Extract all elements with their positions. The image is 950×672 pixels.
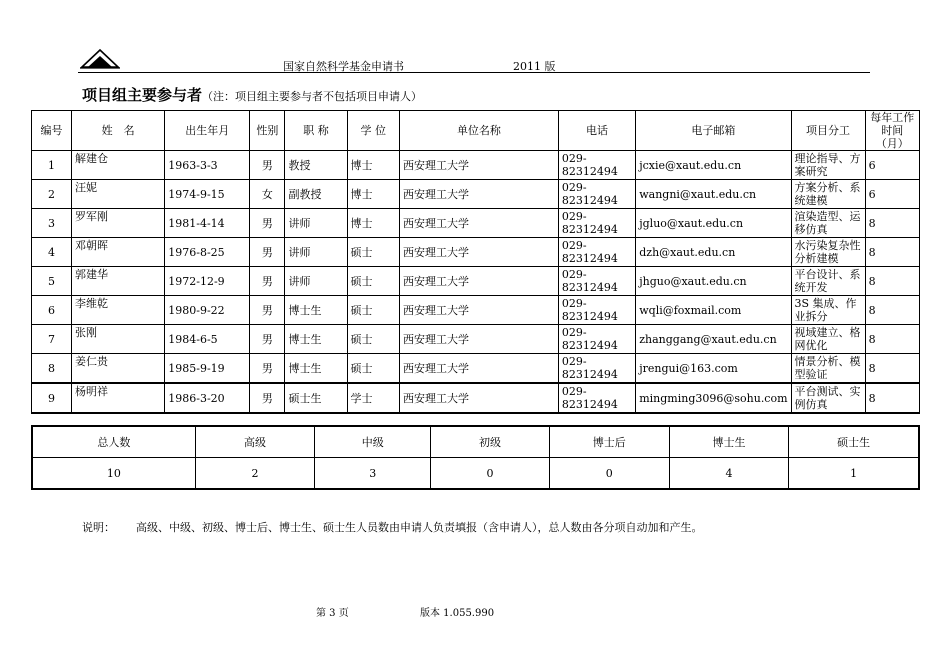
member-degree: 硕士 (347, 354, 399, 384)
member-role: 理论指导、方案研究 (791, 151, 865, 180)
member-degree: 硕士 (347, 238, 399, 267)
member-name: 解建仓 (72, 151, 165, 180)
col-header-role: 项目分工 (791, 111, 865, 151)
summary-value-postdoc: 0 (549, 458, 669, 490)
member-title: 副教授 (285, 180, 347, 209)
member-email: jhguo@xaut.edu.cn (636, 267, 791, 296)
summary-header-senior: 高级 (195, 426, 314, 458)
summary-header-junior: 初级 (431, 426, 549, 458)
member-gender: 男 (250, 151, 285, 180)
table-row (32, 209, 920, 238)
member-phone: 029-82312494 (558, 238, 635, 267)
col-header-gender: 性别 (250, 111, 285, 151)
summary-value-total: 10 (32, 458, 195, 490)
member-gender: 男 (250, 296, 285, 325)
summary-header-middle: 中级 (315, 426, 431, 458)
member-email: mingming3096@sohu.com (636, 383, 791, 413)
table-row (32, 325, 920, 354)
member-unit: 西安理工大学 (400, 209, 559, 238)
member-email: jcxie@xaut.edu.cn (636, 151, 791, 180)
member-name: 杨明祥 (72, 383, 165, 413)
member-months: 8 (865, 267, 919, 296)
table-row (32, 180, 920, 209)
nsfc-logo-icon (80, 47, 120, 71)
members-header-row (32, 111, 920, 151)
table-row (32, 238, 920, 267)
member-unit: 西安理工大学 (400, 383, 559, 413)
member-no: 5 (32, 267, 72, 296)
member-phone: 029-82312494 (558, 383, 635, 413)
member-degree: 硕士 (347, 296, 399, 325)
page-number: 第 3 页 (316, 608, 349, 619)
member-birth: 1981-4-14 (165, 209, 250, 238)
member-unit: 西安理工大学 (400, 325, 559, 354)
member-role: 视域建立、格网优化 (791, 325, 865, 354)
member-unit: 西安理工大学 (400, 151, 559, 180)
member-months: 8 (865, 209, 919, 238)
member-title: 教授 (285, 151, 347, 180)
summary-value-master: 1 (789, 458, 919, 490)
member-unit: 西安理工大学 (400, 296, 559, 325)
member-name: 李维乾 (72, 296, 165, 325)
member-months: 6 (865, 180, 919, 209)
member-months: 8 (865, 296, 919, 325)
summary-header-total: 总人数 (32, 426, 195, 458)
member-email: jrengui@163.com (636, 354, 791, 384)
member-gender: 男 (250, 267, 285, 296)
member-email: wqli@foxmail.com (636, 296, 791, 325)
member-unit: 西安理工大学 (400, 238, 559, 267)
member-gender: 男 (250, 238, 285, 267)
document-year: 2011 版 (513, 60, 556, 73)
section-title: 项目组主要参与者 (82, 86, 203, 104)
summary-table (31, 425, 920, 490)
member-phone: 029-82312494 (558, 325, 635, 354)
member-email: zhanggang@xaut.edu.cn (636, 325, 791, 354)
col-header-no: 编号 (32, 111, 72, 151)
member-phone: 029-82312494 (558, 180, 635, 209)
member-name: 张刚 (72, 325, 165, 354)
col-header-degree: 学 位 (347, 111, 399, 151)
col-header-birth: 出生年月 (165, 111, 250, 151)
table-row (32, 151, 920, 180)
section-heading (82, 84, 422, 105)
member-birth: 1986-3-20 (165, 383, 250, 413)
summary-value-senior: 2 (195, 458, 314, 490)
member-no: 1 (32, 151, 72, 180)
version-number: 版本 1.055.990 (420, 608, 495, 619)
member-title: 博士生 (285, 296, 347, 325)
col-header-name: 姓 名 (72, 111, 165, 151)
col-header-title: 职 称 (285, 111, 347, 151)
table-row (32, 383, 920, 413)
member-role: 渲染造型、运移仿真 (791, 209, 865, 238)
member-phone: 029-82312494 (558, 267, 635, 296)
member-name: 姜仁贵 (72, 354, 165, 384)
section-note: （注：项目组主要参与者不包括项目申请人） (202, 90, 423, 103)
members-table (31, 110, 920, 414)
member-months: 6 (865, 151, 919, 180)
member-role: 方案分析、系统建模 (791, 180, 865, 209)
member-no: 3 (32, 209, 72, 238)
summary-header-master: 硕士生 (789, 426, 919, 458)
member-gender: 男 (250, 325, 285, 354)
member-phone: 029-82312494 (558, 151, 635, 180)
explanation (82, 519, 703, 535)
member-role: 平台测试、实例仿真 (791, 383, 865, 413)
member-name: 郭建华 (72, 267, 165, 296)
member-no: 6 (32, 296, 72, 325)
member-no: 7 (32, 325, 72, 354)
member-role: 水污染复杂性分析建模 (791, 238, 865, 267)
explanation-label: 说明： (82, 521, 115, 534)
member-phone: 029-82312494 (558, 296, 635, 325)
col-header-email: 电子邮箱 (636, 111, 791, 151)
member-title: 讲师 (285, 238, 347, 267)
member-degree: 博士 (347, 209, 399, 238)
member-unit: 西安理工大学 (400, 267, 559, 296)
member-role: 平台设计、系统开发 (791, 267, 865, 296)
member-name: 罗军刚 (72, 209, 165, 238)
col-header-months: 每年工作时间（月） (865, 111, 919, 151)
member-months: 8 (865, 238, 919, 267)
summary-header-phd: 博士生 (669, 426, 788, 458)
summary-value-junior: 0 (431, 458, 549, 490)
member-degree: 博士 (347, 180, 399, 209)
member-gender: 男 (250, 383, 285, 413)
member-degree: 硕士 (347, 267, 399, 296)
member-no: 4 (32, 238, 72, 267)
member-birth: 1972-12-9 (165, 267, 250, 296)
member-email: wangni@xaut.edu.cn (636, 180, 791, 209)
member-birth: 1980-9-22 (165, 296, 250, 325)
member-name: 汪妮 (72, 180, 165, 209)
member-months: 8 (865, 325, 919, 354)
summary-value-phd: 4 (669, 458, 788, 490)
header-divider (78, 72, 870, 73)
explanation-text: 高级、中级、初级、博士后、博士生、硕士生人员数由申请人负责填报（含申请人），总人数由各分项自动加和产生。 (136, 521, 703, 534)
member-title: 讲师 (285, 209, 347, 238)
table-row (32, 354, 920, 384)
member-gender: 女 (250, 180, 285, 209)
member-email: jgluo@xaut.edu.cn (636, 209, 791, 238)
member-months: 8 (865, 354, 919, 384)
member-degree: 硕士 (347, 325, 399, 354)
summary-header-row (32, 426, 919, 458)
member-birth: 1963-3-3 (165, 151, 250, 180)
member-phone: 029-82312494 (558, 354, 635, 384)
summary-value-middle: 3 (315, 458, 431, 490)
member-phone: 029-82312494 (558, 209, 635, 238)
member-no: 9 (32, 383, 72, 413)
col-header-unit: 单位名称 (400, 111, 559, 151)
member-no: 8 (32, 354, 72, 384)
member-birth: 1985-9-19 (165, 354, 250, 384)
member-birth: 1976-8-25 (165, 238, 250, 267)
member-unit: 西安理工大学 (400, 354, 559, 384)
member-role: 情景分析、模型验证 (791, 354, 865, 384)
member-no: 2 (32, 180, 72, 209)
member-email: dzh@xaut.edu.cn (636, 238, 791, 267)
member-degree: 博士 (347, 151, 399, 180)
member-name: 邓朝晖 (72, 238, 165, 267)
table-row (32, 267, 920, 296)
member-months: 8 (865, 383, 919, 413)
member-degree: 学士 (347, 383, 399, 413)
member-gender: 男 (250, 209, 285, 238)
summary-value-row (32, 458, 919, 490)
member-unit: 西安理工大学 (400, 180, 559, 209)
member-role: 3S 集成、作业拆分 (791, 296, 865, 325)
member-birth: 1984-6-5 (165, 325, 250, 354)
member-gender: 男 (250, 354, 285, 384)
member-title: 讲师 (285, 267, 347, 296)
col-header-phone: 电话 (558, 111, 635, 151)
summary-header-postdoc: 博士后 (549, 426, 669, 458)
document-title: 国家自然科学基金申请书 (283, 60, 404, 73)
member-title: 博士生 (285, 325, 347, 354)
member-title: 博士生 (285, 354, 347, 384)
table-row (32, 296, 920, 325)
member-birth: 1974-9-15 (165, 180, 250, 209)
member-title: 硕士生 (285, 383, 347, 413)
